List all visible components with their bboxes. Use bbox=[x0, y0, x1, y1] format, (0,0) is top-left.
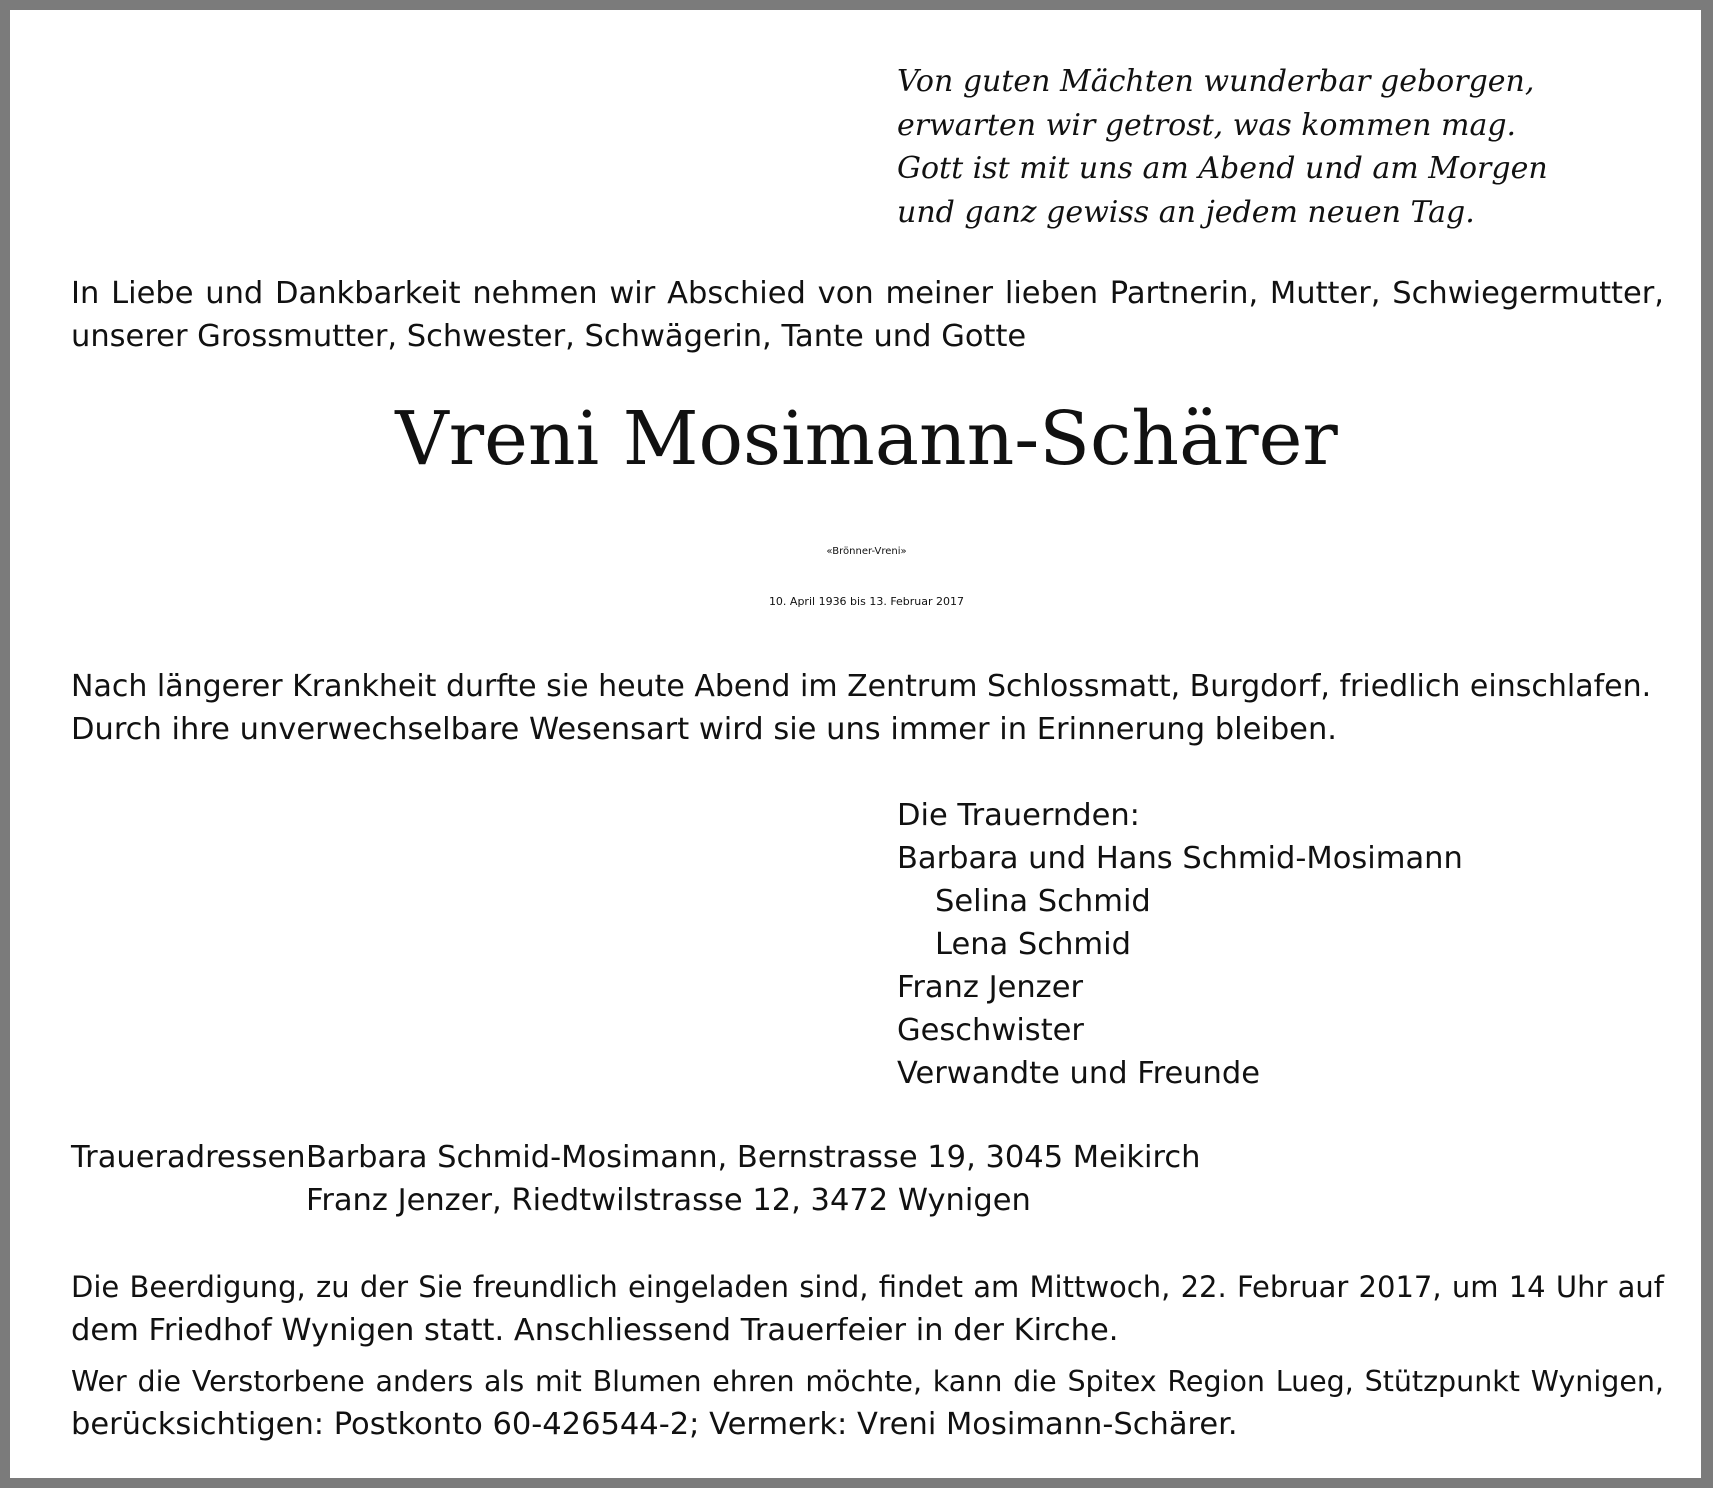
mourner-entry: Barbara und Hans Schmid-Mosimann bbox=[897, 841, 1463, 876]
funeral-line: Die Beerdigung, zu der Sie freundlich eingeladen sind, findet am Mittwoch, 22. Februar 2017, um 14 Uhr auf bbox=[71, 1270, 1664, 1304]
intro-line: In Liebe und Dankbarkeit nehmen wir Abschied von meiner lieben Partnerin, Mutter, Schwiegermutter, bbox=[71, 276, 1664, 311]
funeral-paragraph bbox=[71, 1266, 1664, 1352]
passing-paragraph bbox=[71, 665, 1651, 751]
address-entry: Barbara Schmid-Mosimann, Bernstrasse 19, 3045 Meikirch bbox=[306, 1140, 1201, 1175]
passing-line: Nach längerer Krankheit durfte sie heute Abend im Zentrum Schlossmatt, Burgdorf, friedlich einschlafen. bbox=[71, 669, 1652, 704]
poem-line: erwarten wir getrost, was kommen mag. bbox=[897, 107, 1517, 143]
deceased-nickname: «Brönner-Vreni» bbox=[826, 546, 907, 557]
mourner-entry: Franz Jenzer bbox=[897, 970, 1083, 1005]
intro-paragraph bbox=[71, 272, 1664, 358]
poem-verse bbox=[897, 60, 1548, 234]
mourners-heading: Die Trauernden: bbox=[897, 798, 1140, 833]
addresses-label: Traueradressen: bbox=[71, 1140, 316, 1175]
mourning-addresses bbox=[71, 1136, 1200, 1222]
address-entry: Franz Jenzer, Riedtwilstrasse 12, 3472 Wynigen bbox=[306, 1183, 1031, 1218]
donation-paragraph bbox=[71, 1360, 1664, 1446]
mourner-entry: Lena Schmid bbox=[935, 927, 1131, 962]
funeral-line: dem Friedhof Wynigen statt. Anschliessend Trauerfeier in der Kirche. bbox=[71, 1313, 1119, 1348]
mourner-entry: Geschwister bbox=[897, 1013, 1084, 1048]
donation-line: berücksichtigen: Postkonto 60-426544-2; Vermerk: Vreni Mosimann-Schärer. bbox=[71, 1407, 1238, 1442]
poem-line: und ganz gewiss an jedem neuen Tag. bbox=[897, 194, 1475, 230]
life-dates: 10. April 1936 bis 13. Februar 2017 bbox=[768, 595, 965, 608]
donation-line: Wer die Verstorbene anders als mit Blumen ehren möchte, kann die Spitex Region Lueg, Stützpunkt Wynigen, bbox=[71, 1365, 1664, 1398]
poem-line: Gott ist mit uns am Abend und am Morgen bbox=[897, 151, 1548, 186]
mourners-list bbox=[897, 794, 1463, 1095]
poem-line: Von guten Mächten wunderbar geborgen, bbox=[897, 64, 1535, 99]
passing-line: Durch ihre unverwechselbare Wesensart wird sie uns immer in Erinnerung bleiben. bbox=[71, 712, 1337, 747]
mourner-entry: Selina Schmid bbox=[935, 884, 1151, 919]
intro-line: unserer Grossmutter, Schwester, Schwägerin, Tante und Gotte bbox=[71, 319, 1027, 354]
deceased-name: Vreni Mosimann-Schärer bbox=[395, 396, 1338, 482]
mourner-entry: Verwandte und Freunde bbox=[897, 1056, 1261, 1091]
